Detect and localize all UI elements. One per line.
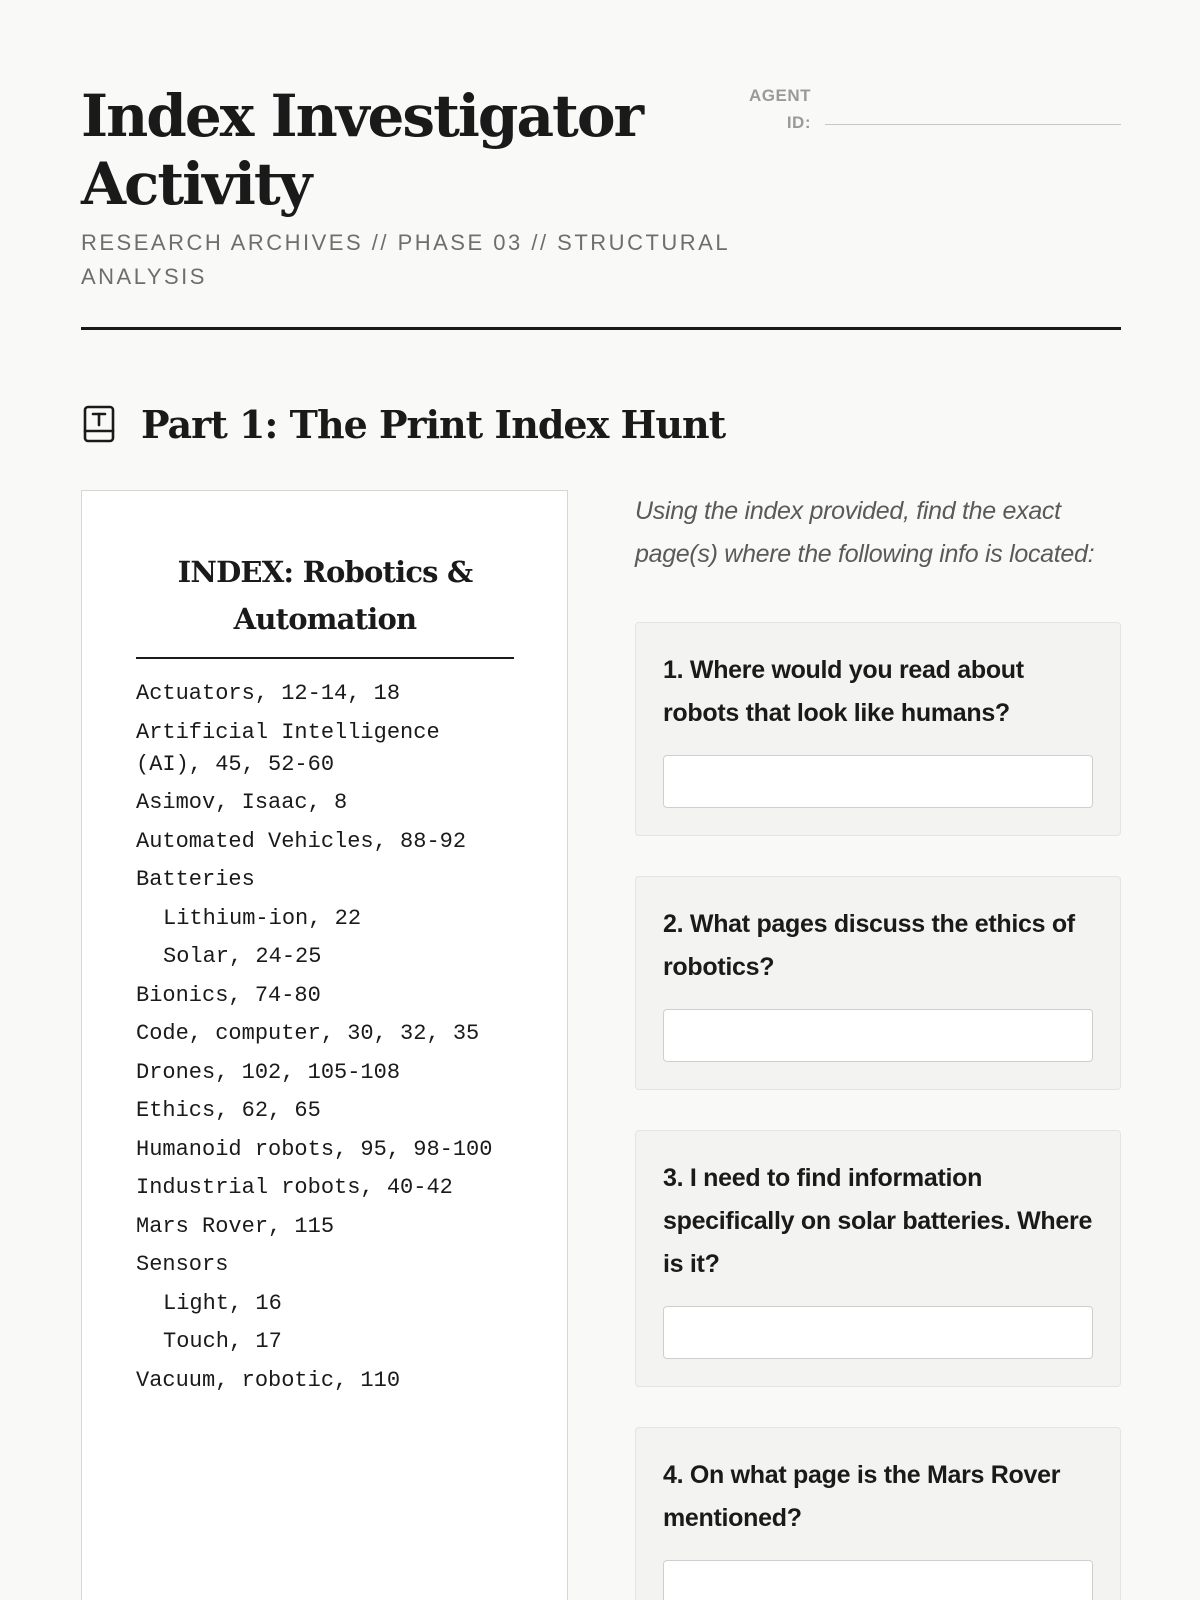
index-subentry: Touch, 17 [163, 1329, 282, 1354]
index-entry: Vacuum, robotic, 110 [136, 1367, 401, 1393]
question-card-2 [635, 876, 1121, 1090]
index-title: INDEX: Robotics & Automation [136, 549, 514, 659]
answer-input-1[interactable] [663, 755, 1093, 808]
index-entry: Mars Rover, 115 [136, 1213, 335, 1239]
question-card-4 [635, 1427, 1121, 1600]
question-text: 3. I need to find information specifically on solar batteries. Where is it? [663, 1164, 1093, 1278]
index-entry: Industrial robots, 40-42 [136, 1175, 453, 1200]
index-subentry: Solar, 24-25 [163, 944, 322, 969]
index-entry: Code, computer, 30, 32, 35 [136, 1021, 480, 1046]
question-card-3 [635, 1130, 1121, 1387]
agent-id-field[interactable] [825, 124, 1121, 125]
index-card [81, 490, 568, 1600]
index-subentry: Lithium-ion, 22 [163, 905, 362, 931]
index-entry: Actuators, 12-14, 18 [136, 681, 401, 706]
index-entry: Asimov, Isaac, 8 [136, 790, 348, 815]
worksheet-header [81, 82, 1121, 330]
question-text: 2. What pages discuss the ethics of robotics? [663, 910, 1075, 981]
book-icon [81, 404, 117, 444]
index-entry: Ethics, 62, 65 [136, 1098, 321, 1123]
page-title: Index Investigator Activity [81, 82, 643, 218]
index-entry: Sensors [136, 1252, 229, 1277]
page-subtitle: RESEARCH ARCHIVES // PHASE 03 // STRUCTURAL ANALYSIS [81, 230, 730, 289]
question-text: 4. On what page is the Mars Rover mentioned? [663, 1461, 1061, 1532]
part-1-heading [81, 398, 725, 450]
worksheet-page [81, 0, 1121, 1600]
index-entry: Automated Vehicles, 88-92 [136, 828, 467, 854]
question-text: 1. Where would you read about robots that look like humans? [663, 656, 1024, 727]
instructions-text: Using the index provided, find the exact page(s) where the following info is located: [635, 497, 1095, 568]
index-entry: Artificial Intelligence (AI), 45, 52-60 [136, 719, 440, 777]
index-entry: Batteries [136, 867, 255, 892]
question-card-1 [635, 622, 1121, 836]
index-list [136, 678, 516, 1403]
questions-column [635, 490, 1121, 1600]
answer-input-2[interactable] [663, 1009, 1093, 1062]
index-subentry: Light, 16 [163, 1290, 282, 1316]
index-entry: Drones, 102, 105-108 [136, 1059, 401, 1085]
agent-id-label: AGENT ID: [749, 86, 811, 132]
index-entry: Humanoid robots, 95, 98-100 [136, 1136, 493, 1162]
index-entry: Bionics, 74-80 [136, 982, 321, 1008]
part-1-title: Part 1: The Print Index Hunt [141, 401, 726, 447]
answer-input-3[interactable] [663, 1306, 1093, 1359]
agent-id-field-group [741, 82, 1121, 142]
answer-input-4[interactable] [663, 1560, 1093, 1600]
